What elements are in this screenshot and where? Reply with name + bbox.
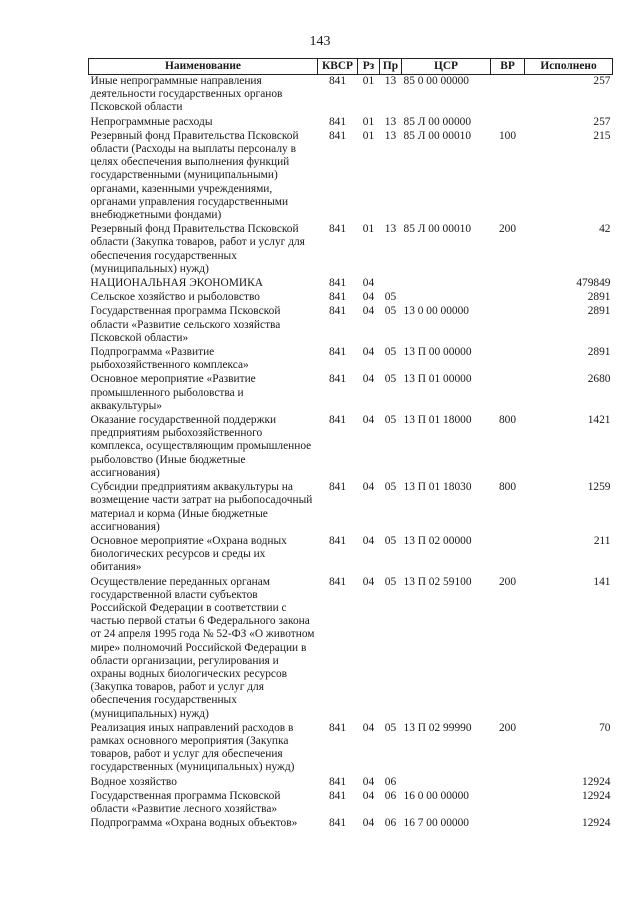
row-vr: 200	[498, 721, 517, 734]
table-row	[89, 576, 613, 722]
row-pr: 13	[384, 75, 397, 87]
row-pr: 05	[384, 414, 397, 427]
row-name: Государственная программа Псковской области «Развитие лесного хозяйства»	[90, 789, 281, 815]
row-name: Сельское хозяйство и рыболовство	[90, 291, 260, 304]
row-name: Подпрограмма «Развитие рыбохозяйственного комплекса»	[90, 346, 249, 372]
row-amount: 479849	[576, 277, 611, 290]
row-name: Резервный фонд Правительства Псковской области (Расходы на выплаты персоналу в целях обеспечения выполнения функций государственными (муниципальными) органами, казенными учреждениями, органами управления государственными внебюджетными фондами)	[90, 129, 299, 222]
row-kvsr: 841	[328, 346, 347, 359]
row-rz: 04	[362, 721, 375, 734]
row-kvsr: 841	[328, 534, 347, 547]
row-kvsr: 841	[328, 789, 347, 802]
table-row	[89, 722, 613, 776]
row-csr: 16 0 00 00000	[403, 789, 469, 802]
row-vr	[491, 346, 525, 373]
row-vr: 200	[498, 223, 517, 236]
row-rz: 04	[362, 346, 375, 359]
row-amount: 12924	[582, 817, 611, 830]
row-pr: 05	[384, 373, 397, 386]
row-pr: 05	[384, 575, 397, 588]
row-name: Непрограммные расходы	[90, 115, 213, 128]
row-csr: 13 П 01 00000	[403, 373, 472, 386]
row-kvsr: 841	[328, 721, 347, 734]
table-body	[89, 75, 613, 832]
table-row	[89, 776, 613, 790]
row-rz: 04	[362, 373, 375, 386]
header-csr: ЦСР	[402, 59, 491, 75]
row-kvsr: 841	[328, 75, 347, 87]
row-amount: 2891	[587, 291, 611, 304]
row-pr	[380, 277, 402, 291]
row-vr	[491, 305, 525, 346]
row-amount: 42	[599, 223, 611, 236]
row-amount: 12924	[582, 789, 611, 802]
row-vr	[491, 790, 525, 817]
row-pr: 05	[384, 291, 397, 304]
row-name: Иные непрограммные направления деятельности государственных органов Псковской области	[90, 75, 283, 114]
row-csr: 13 П 01 18030	[403, 481, 472, 494]
row-csr: 13 0 00 00000	[403, 305, 469, 318]
row-rz: 01	[362, 223, 375, 236]
row-csr: 85 Л 00 00010	[403, 129, 472, 142]
row-pr: 13	[384, 115, 397, 128]
table-row	[89, 277, 613, 291]
row-rz: 04	[362, 775, 375, 788]
row-csr: 85 Л 00 00010	[403, 223, 472, 236]
row-vr	[491, 817, 525, 831]
row-kvsr: 841	[328, 223, 347, 236]
row-amount: 211	[593, 534, 611, 547]
row-rz: 04	[362, 575, 375, 588]
row-kvsr: 841	[328, 115, 347, 128]
row-amount: 2891	[587, 305, 611, 318]
row-pr: 06	[384, 817, 397, 830]
header-name: Наименование	[89, 59, 318, 75]
row-amount: 257	[593, 115, 611, 128]
table-row	[89, 116, 613, 130]
row-pr: 05	[384, 721, 397, 734]
row-vr	[491, 277, 525, 291]
row-kvsr: 841	[328, 277, 347, 290]
row-kvsr: 841	[328, 414, 347, 427]
table-row	[89, 790, 613, 817]
row-rz: 01	[362, 129, 375, 142]
row-kvsr: 841	[328, 575, 347, 588]
row-amount: 2891	[587, 346, 611, 359]
row-rz: 04	[362, 789, 375, 802]
table-row	[89, 373, 613, 414]
row-name: Реализация иных направлений расходов в рамках основного мероприятия (Закупка товаров, работ и услуг для обеспечения государственных (муниципальных) нужд)	[90, 721, 295, 774]
table-row	[89, 817, 613, 831]
row-kvsr: 841	[328, 305, 347, 318]
row-csr	[402, 277, 491, 291]
row-vr: 100	[498, 129, 517, 142]
row-pr: 13	[384, 223, 397, 236]
row-rz: 04	[362, 481, 375, 494]
row-csr: 85 0 00 00000	[403, 75, 469, 87]
row-vr	[491, 776, 525, 790]
row-amount: 257	[593, 75, 611, 87]
table-row	[89, 130, 613, 223]
table-header-row	[89, 59, 613, 75]
header-kvsr: КВСР	[318, 59, 358, 75]
row-vr	[491, 535, 525, 576]
row-csr: 13 П 02 59100	[403, 575, 472, 588]
row-name: Резервный фонд Правительства Псковской области (Закупка товаров, работ и услуг для обеспечения государственных (муниципальных) нужд)	[90, 223, 305, 275]
header-vr: ВР	[491, 59, 525, 75]
row-pr: 05	[384, 534, 397, 547]
row-name: Основное мероприятие «Охрана водных биологических ресурсов и среды их обитания»	[90, 534, 287, 574]
row-kvsr: 841	[328, 775, 347, 788]
row-kvsr: 841	[328, 129, 347, 142]
table-row	[89, 75, 613, 116]
row-rz: 04	[362, 277, 375, 290]
row-vr: 800	[498, 414, 517, 427]
row-pr: 05	[384, 305, 397, 318]
row-pr: 05	[384, 481, 397, 494]
row-name: Оказание государственной поддержки предприятиям рыбохозяйственного комплекса, осуществляющим промышленное рыболовство (Иные бюджетные ассигнования)	[90, 414, 312, 479]
row-csr: 13 П 00 00000	[403, 346, 472, 359]
row-amount: 70	[599, 721, 611, 734]
row-amount: 1421	[587, 414, 611, 427]
row-pr: 05	[384, 346, 397, 359]
row-pr: 06	[384, 789, 397, 802]
table-row	[89, 346, 613, 373]
budget-table	[88, 58, 613, 831]
row-rz: 04	[362, 817, 375, 830]
row-kvsr: 841	[328, 481, 347, 494]
row-amount: 215	[593, 129, 611, 142]
row-csr: 13 П 01 18000	[403, 414, 472, 427]
row-rz: 04	[362, 305, 375, 318]
header-pr: Пр	[380, 59, 402, 75]
header-executed: Исполнено	[525, 59, 613, 75]
page-number: 143	[309, 34, 331, 49]
header-rz: Рз	[358, 59, 380, 75]
row-csr	[402, 291, 491, 305]
row-amount: 1259	[587, 481, 611, 494]
row-kvsr: 841	[328, 373, 347, 386]
row-name: НАЦИОНАЛЬНАЯ ЭКОНОМИКА	[90, 277, 263, 290]
row-name: Водное хозяйство	[90, 775, 177, 788]
row-pr: 06	[384, 775, 397, 788]
row-amount: 12924	[582, 775, 611, 788]
row-amount: 141	[593, 575, 611, 588]
table-row	[89, 414, 613, 481]
row-vr	[491, 373, 525, 414]
row-name: Осуществление переданных органам государственной власти субъектов Российской Федерации в соответствии с частью первой статьи 6 Федерального закона от 24 апреля 1995 года № 52-ФЗ «О животном мире» полномочий Российской Федерации в области организации, регулирования и охраны водных биологических ресурсов (Закупка товаров, работ и услуг для обеспечения государственных (муниципальных) нужд)	[90, 575, 315, 720]
row-csr: 16 7 00 00000	[403, 817, 469, 830]
row-kvsr: 841	[328, 817, 347, 830]
row-name: Основное мероприятие «Развитие промышленного рыболовства и аквакультуры»	[90, 373, 256, 412]
row-csr: 13 П 02 99990	[403, 721, 472, 734]
row-vr	[491, 75, 525, 116]
row-csr: 13 П 02 00000	[403, 534, 472, 547]
row-csr	[402, 776, 491, 790]
table-row	[89, 291, 613, 305]
table-row	[89, 223, 613, 277]
table-row	[89, 481, 613, 535]
row-name: Государственная программа Псковской области «Развитие сельского хозяйства Псковской области»	[90, 305, 281, 344]
row-pr: 13	[384, 129, 397, 142]
row-name: Подпрограмма «Охрана водных объектов»	[90, 817, 298, 830]
row-vr: 200	[498, 575, 517, 588]
row-amount: 2680	[587, 373, 611, 386]
row-vr	[491, 291, 525, 305]
table-row	[89, 535, 613, 576]
row-vr: 800	[498, 481, 517, 494]
row-rz: 01	[362, 75, 375, 87]
row-rz: 04	[362, 534, 375, 547]
row-rz: 04	[362, 414, 375, 427]
table-row	[89, 305, 613, 346]
row-vr	[491, 116, 525, 130]
row-rz: 01	[362, 115, 375, 128]
row-csr: 85 Л 00 00000	[403, 115, 472, 128]
row-name: Субсидии предприятиям аквакультуры на возмещение части затрат на рыбопосадочный материал и корма (Иные бюджетные ассигнования)	[90, 481, 313, 533]
row-kvsr: 841	[328, 291, 347, 304]
row-rz: 04	[362, 291, 375, 304]
